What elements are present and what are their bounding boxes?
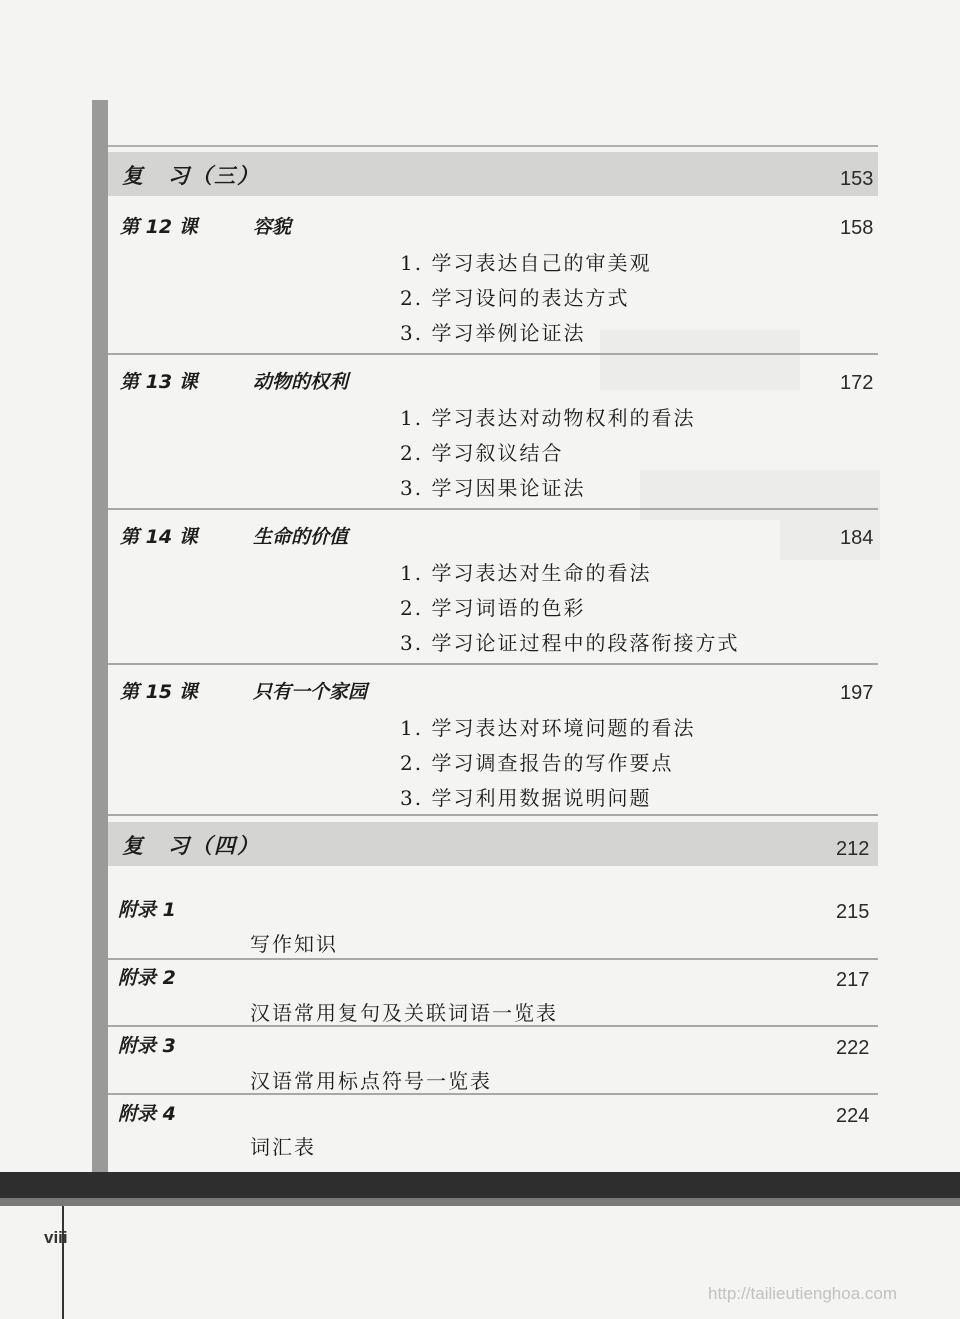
lesson-15-title: 只有一个家园	[253, 681, 368, 703]
lesson-separator	[108, 663, 878, 665]
appendix-3-title: 附录 3	[118, 1035, 176, 1057]
appendix-3-page: 222	[836, 1037, 870, 1059]
lesson-15-page: 197	[840, 682, 874, 704]
appendix-4-title: 附录 4	[118, 1103, 176, 1125]
footer-band-shadow	[0, 1198, 960, 1206]
lesson-13-page: 172	[840, 372, 874, 394]
appendix-1-title: 附录 1	[118, 899, 176, 921]
paper-bleed-through	[640, 470, 880, 520]
lesson-14-number: 第 14 课	[120, 526, 198, 548]
watermark-url: http://tailieutienghoa.com	[708, 1284, 898, 1303]
lesson-12-number: 第 12 课	[120, 216, 198, 238]
lesson-14-page: 184	[840, 527, 874, 549]
review-4-page: 212	[836, 838, 870, 860]
lesson-14-goal-3: 3. 学习论证过程中的段落衔接方式	[400, 631, 740, 655]
lesson-separator	[108, 814, 878, 816]
lesson-12-title: 容貌	[253, 216, 292, 238]
page-folio: viii	[44, 1228, 68, 1247]
lesson-separator	[108, 508, 878, 510]
review-4-label: 复 习（四）	[122, 834, 260, 858]
paper-bleed-through	[600, 330, 800, 390]
lesson-15-goal-1: 1. 学习表达对环境问题的看法	[400, 716, 696, 740]
lesson-14-goal-1: 1. 学习表达对生命的看法	[400, 561, 652, 585]
top-rule	[108, 145, 878, 147]
lesson-15-number: 第 15 课	[120, 681, 198, 703]
lesson-15-goal-2: 2. 学习调查报告的写作要点	[400, 751, 674, 775]
lesson-14-title: 生命的价值	[253, 526, 349, 548]
lesson-15-goal-3: 3. 学习利用数据说明问题	[400, 786, 652, 810]
appendix-separator	[108, 1025, 878, 1027]
lesson-14-goal-2: 2. 学习词语的色彩	[400, 596, 586, 620]
lesson-12-page: 158	[840, 217, 874, 239]
review-3-row	[108, 152, 878, 196]
appendix-4-subtitle: 词汇表	[250, 1135, 316, 1159]
lesson-12-goal-1: 1. 学习表达自己的审美观	[400, 251, 652, 275]
lesson-13-number: 第 13 课	[120, 371, 198, 393]
appendix-3-subtitle: 汉语常用标点符号一览表	[250, 1069, 492, 1093]
review-4-row	[108, 822, 878, 866]
lesson-separator	[108, 353, 878, 355]
lesson-13-goal-2: 2. 学习叙议结合	[400, 441, 564, 465]
lesson-12-goal-2: 2. 学习设问的表达方式	[400, 286, 630, 310]
review-3-page: 153	[840, 168, 874, 190]
footer-vertical-rule	[62, 1206, 64, 1319]
review-3-label: 复 习（三）	[122, 164, 260, 188]
appendix-2-page: 217	[836, 969, 870, 991]
lesson-13-title: 动物的权利	[253, 371, 349, 393]
appendix-2-subtitle: 汉语常用复句及关联词语一览表	[250, 1001, 558, 1025]
appendix-4-page: 224	[836, 1105, 870, 1127]
appendix-1-page: 215	[836, 901, 870, 923]
lesson-13-goal-3: 3. 学习因果论证法	[400, 476, 586, 500]
appendix-separator	[108, 958, 878, 960]
lesson-12-goal-3: 3. 学习举例论证法	[400, 321, 586, 345]
left-margin-bar	[92, 100, 108, 1172]
appendix-1-subtitle: 写作知识	[250, 932, 338, 956]
appendix-2-title: 附录 2	[118, 967, 176, 989]
lesson-13-goal-1: 1. 学习表达对动物权利的看法	[400, 406, 696, 430]
appendix-separator	[108, 1093, 878, 1095]
footer-band	[0, 1172, 960, 1198]
